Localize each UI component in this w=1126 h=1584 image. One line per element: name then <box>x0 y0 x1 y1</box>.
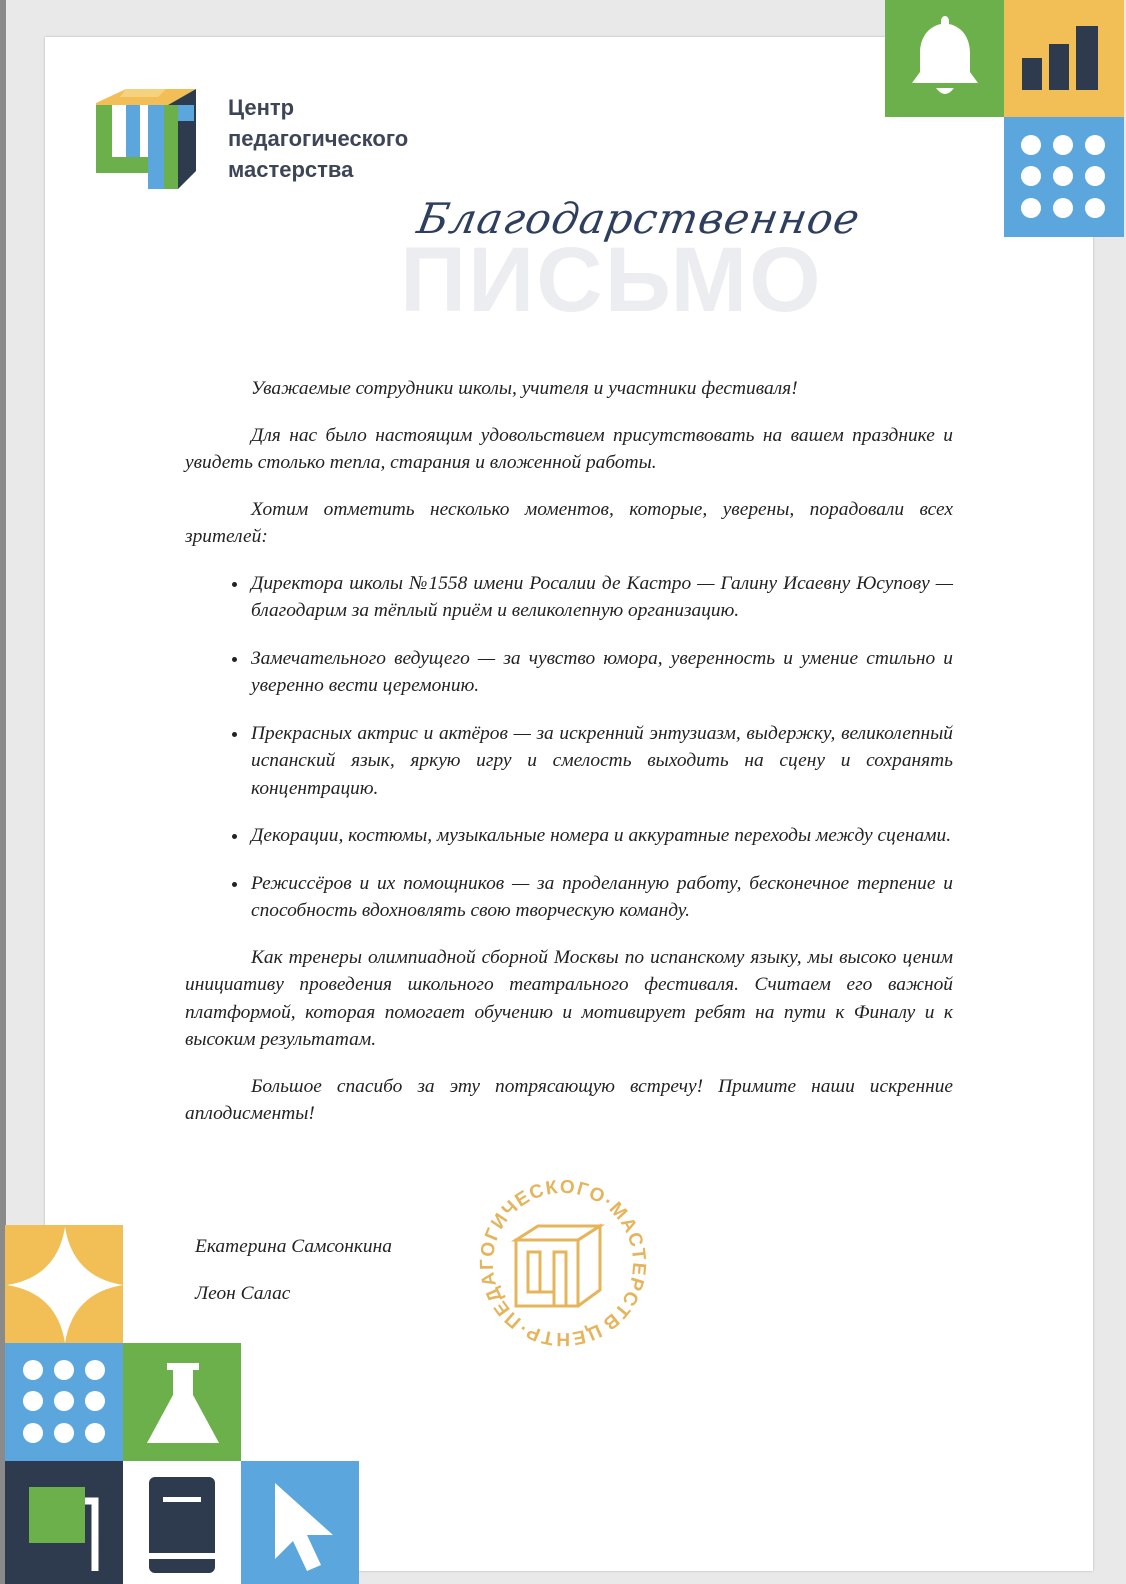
square-icon <box>5 1461 123 1581</box>
flask-tile <box>123 1343 241 1461</box>
letter-greeting: Уважаемые сотрудники школы, учителя и участники фестиваля! <box>251 378 798 399</box>
thanks-list-item: • Декорации, костюмы, музыкальные номера и аккуратные переходы между сценами. <box>249 822 953 850</box>
organization-logo <box>96 85 206 190</box>
cursor-tile <box>241 1461 359 1584</box>
document-title-main: ПИСЬМО <box>400 229 823 331</box>
book-tile <box>123 1461 241 1584</box>
bell-tile <box>885 0 1005 117</box>
organization-name-line: педагогического <box>228 126 409 151</box>
bell-icon <box>885 0 1005 117</box>
thanks-list-item: • Директора школы №1558 имени Росалии де Кастро — Галину Исаевну Юсупову — благодарим за тёплый приём и великолепную организацию. <box>249 570 953 625</box>
dots-tile-top <box>1004 117 1124 237</box>
thanks-list <box>185 570 953 925</box>
chart-tile <box>1004 0 1124 117</box>
organization-stamp <box>478 1178 648 1348</box>
sparkle-tile <box>5 1225 123 1343</box>
dots-grid-icon <box>1004 117 1124 237</box>
letter-paragraph: Для нас было настоящим удовольствием присутствовать на вашем празднике и увидеть столько тепла, старания и вложенной работы. <box>185 424 953 473</box>
thanks-list-item: • Режиссёров и их помощников — за проделанную работу, бесконечное терпение и способность вдохновлять свою творческую команду. <box>249 870 953 925</box>
letter-paragraph: Хотим отметить несколько моментов, которые, уверены, порадовали всех зрителей: <box>185 498 953 547</box>
organization-name-line: мастерства <box>228 157 354 182</box>
organization-name-line: Центр <box>228 95 295 120</box>
cursor-icon <box>241 1461 359 1581</box>
signature-name: Екатерина Самсонкина <box>195 1236 392 1257</box>
document-title-script: Благодарственное <box>413 194 865 243</box>
square-tile <box>5 1461 123 1584</box>
organization-name <box>228 92 408 185</box>
thanks-list-item: • Прекрасных актрис и актёров — за искренний энтузиазм, выдержку, великолепный испанский язык, яркую игру и смелость выходить на сцену и сохранять концентрацию. <box>249 720 953 803</box>
letter-paragraph: Большое спасибо за эту потрясающую встречу! Примите наши искренние аплодисменты! <box>185 1075 953 1124</box>
dots-tile-bottom <box>5 1343 123 1461</box>
sparkle-icon <box>5 1225 123 1343</box>
thanks-list-item: • Замечательного ведущего — за чувство юмора, уверенность и умение стильно и уверенно вести церемонию. <box>249 645 953 700</box>
bar-chart-icon <box>1004 0 1124 117</box>
svg-text:ЦЕНТР·ПЕДАГОГИЧЕСКОГО·МАСТЕРСТ <box>478 1178 648 1348</box>
letter-paragraph: Как тренеры олимпиадной сборной Москвы по испанскому языку, мы высоко ценим инициативу проведения школьного театрального фестиваля. Считаем его важной платформой, которая помогает обучению и мотивирует ребят на пути к Финалу и к высоким результатам. <box>185 946 953 1050</box>
dots-grid-icon <box>5 1343 123 1461</box>
signature-name: Леон Салас <box>195 1283 291 1304</box>
letter-body <box>185 375 953 1147</box>
flask-icon <box>123 1343 241 1461</box>
stamp-ring-text: ЦЕНТР·ПЕДАГОГИЧЕСКОГО·МАСТЕРСТВА· <box>478 1178 648 1348</box>
book-icon <box>123 1461 241 1581</box>
